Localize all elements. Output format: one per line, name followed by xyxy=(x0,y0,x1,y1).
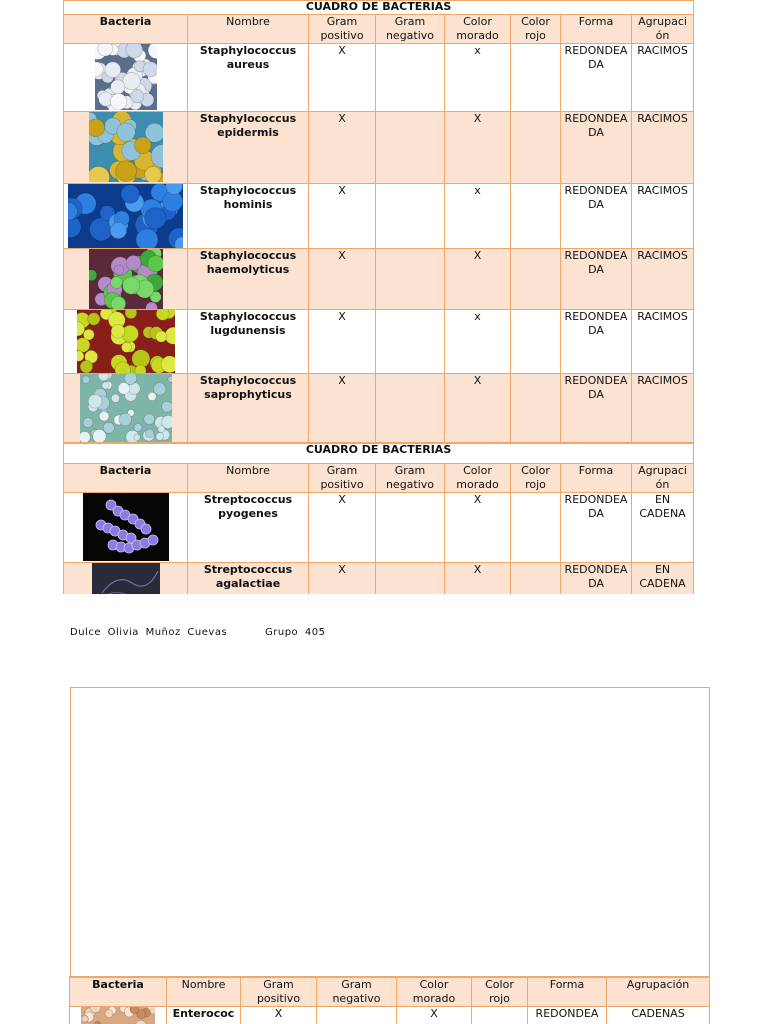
color-red-cell xyxy=(511,563,561,595)
gram-negative-cell xyxy=(317,1007,397,1024)
header-cell: Gram positivo xyxy=(309,15,376,44)
header-cell: Gram negativo xyxy=(317,977,397,1007)
bacteria-name: Enterococ xyxy=(167,1007,241,1024)
shape-cell: REDONDEA DA xyxy=(561,374,632,444)
color-purple-cell: x xyxy=(445,184,511,249)
bacteria-name: Staphylococcus haemolyticus xyxy=(188,249,309,310)
bacteria-table-enterococcus xyxy=(69,976,710,1024)
shape-cell: REDONDEA DA xyxy=(561,249,632,310)
header-cell: Color morado xyxy=(445,15,511,44)
gram-negative-cell xyxy=(376,249,445,310)
table-row xyxy=(64,310,694,374)
bacteria-name: Staphylococcus hominis xyxy=(188,184,309,249)
bacteria-image xyxy=(64,563,188,595)
color-purple-cell: X xyxy=(445,112,511,184)
shape-cell: REDONDEA DA xyxy=(561,112,632,184)
gram-positive-cell: X xyxy=(241,1007,317,1024)
gram-positive-cell: X xyxy=(309,112,376,184)
gram-positive-cell: X xyxy=(309,374,376,444)
table-row xyxy=(64,374,694,444)
gram-positive-cell: X xyxy=(309,249,376,310)
grouping-cell: CADENAS xyxy=(607,1007,710,1024)
table-row xyxy=(64,184,694,249)
bacteria-image xyxy=(64,184,188,249)
header-cell: Gram positivo xyxy=(309,464,376,493)
header-cell: Gram positivo xyxy=(241,977,317,1007)
header-cell: Nombre xyxy=(188,15,309,44)
color-red-cell xyxy=(511,249,561,310)
color-red-cell xyxy=(511,112,561,184)
bacteria-name: Streptococcus pyogenes xyxy=(188,493,309,563)
grouping-cell: RACIMOS xyxy=(632,112,694,184)
color-purple-cell: X xyxy=(445,249,511,310)
table-title: CUADRO DE BACTERIAS xyxy=(64,1,694,15)
header-cell: Gram negativo xyxy=(376,464,445,493)
author-name: Dulce Olivia Muñoz Cuevas xyxy=(70,627,228,638)
bacteria-image xyxy=(64,310,188,374)
shape-cell: REDONDEA DA xyxy=(561,493,632,563)
header-cell: Agrupación xyxy=(607,977,710,1007)
grouping-cell: RACIMOS xyxy=(632,374,694,444)
color-purple-cell: X xyxy=(397,1007,472,1024)
bacteria-image xyxy=(64,374,188,444)
bacteria-name: Staphylococcus saprophyticus xyxy=(188,374,309,444)
gram-negative-cell xyxy=(376,374,445,444)
grouping-cell: EN CADENA xyxy=(632,493,694,563)
color-purple-cell: x xyxy=(445,310,511,374)
bacteria-name: Staphylococcus aureus xyxy=(188,44,309,112)
bacteria-image xyxy=(64,493,188,563)
gram-positive-cell: X xyxy=(309,184,376,249)
color-purple-cell: X xyxy=(445,374,511,444)
table-header-row xyxy=(64,464,694,493)
header-cell: Bacteria xyxy=(70,977,167,1007)
color-red-cell xyxy=(511,310,561,374)
bacteria-name: Staphylococcus lugdunensis xyxy=(188,310,309,374)
header-cell: Agrupaci ón xyxy=(632,15,694,44)
color-red-cell xyxy=(511,493,561,563)
table-row xyxy=(64,44,694,112)
bacteria-image xyxy=(70,1007,167,1024)
shape-cell: REDONDEA xyxy=(528,1007,607,1024)
gram-negative-cell xyxy=(376,44,445,112)
page-2-table-section xyxy=(0,976,768,1024)
table-row xyxy=(70,1007,710,1024)
grouping-cell: RACIMOS xyxy=(632,249,694,310)
header-cell: Color morado xyxy=(445,464,511,493)
bacteria-name: Streptococcus agalactiae xyxy=(188,563,309,595)
bacteria-table-streptococcus xyxy=(63,442,694,594)
header-cell: Color rojo xyxy=(472,977,528,1007)
shape-cell: REDONDEA DA xyxy=(561,184,632,249)
header-cell: Forma xyxy=(561,15,632,44)
header-cell: Color rojo xyxy=(511,464,561,493)
table-header-row xyxy=(70,977,710,1007)
header-cell: Nombre xyxy=(188,464,309,493)
grouping-cell: RACIMOS xyxy=(632,44,694,112)
grouping-cell: RACIMOS xyxy=(632,310,694,374)
shape-cell: REDONDEA DA xyxy=(561,310,632,374)
header-cell: Forma xyxy=(528,977,607,1007)
bacteria-table-staphylococcus xyxy=(63,0,694,444)
bacteria-image xyxy=(64,249,188,310)
grouping-cell: EN CADENA xyxy=(632,563,694,595)
bacteria-name: Staphylococcus epidermis xyxy=(188,112,309,184)
gram-positive-cell: X xyxy=(309,563,376,595)
bacteria-image xyxy=(64,112,188,184)
gram-positive-cell: X xyxy=(309,44,376,112)
header-cell: Forma xyxy=(561,464,632,493)
table-header-row xyxy=(64,15,694,44)
header-cell: Gram negativo xyxy=(376,15,445,44)
header-cell: Agrupaci ón xyxy=(632,464,694,493)
color-red-cell xyxy=(472,1007,528,1024)
gram-negative-cell xyxy=(376,184,445,249)
gram-negative-cell xyxy=(376,310,445,374)
table-row xyxy=(64,493,694,563)
table-row xyxy=(64,249,694,310)
color-red-cell xyxy=(511,44,561,112)
gram-positive-cell: X xyxy=(309,493,376,563)
gram-negative-cell xyxy=(376,563,445,595)
header-cell: Bacteria xyxy=(64,464,188,493)
table-title: CUADRO DE BACTERIAS xyxy=(64,443,694,464)
color-red-cell xyxy=(511,374,561,444)
grouping-cell: RACIMOS xyxy=(632,184,694,249)
group-label: Grupo 405 xyxy=(265,627,326,638)
page-2-frame xyxy=(70,687,710,978)
color-purple-cell: X xyxy=(445,493,511,563)
color-purple-cell: x xyxy=(445,44,511,112)
bacteria-image xyxy=(64,44,188,112)
shape-cell: REDONDEA DA xyxy=(561,563,632,595)
gram-negative-cell xyxy=(376,112,445,184)
header-cell: Color rojo xyxy=(511,15,561,44)
header-cell: Nombre xyxy=(167,977,241,1007)
table-row xyxy=(64,112,694,184)
table-row xyxy=(64,563,694,595)
color-red-cell xyxy=(511,184,561,249)
shape-cell: REDONDEA DA xyxy=(561,44,632,112)
gram-negative-cell xyxy=(376,493,445,563)
color-purple-cell: X xyxy=(445,563,511,595)
gram-positive-cell: X xyxy=(309,310,376,374)
header-cell: Color morado xyxy=(397,977,472,1007)
header-cell: Bacteria xyxy=(64,15,188,44)
